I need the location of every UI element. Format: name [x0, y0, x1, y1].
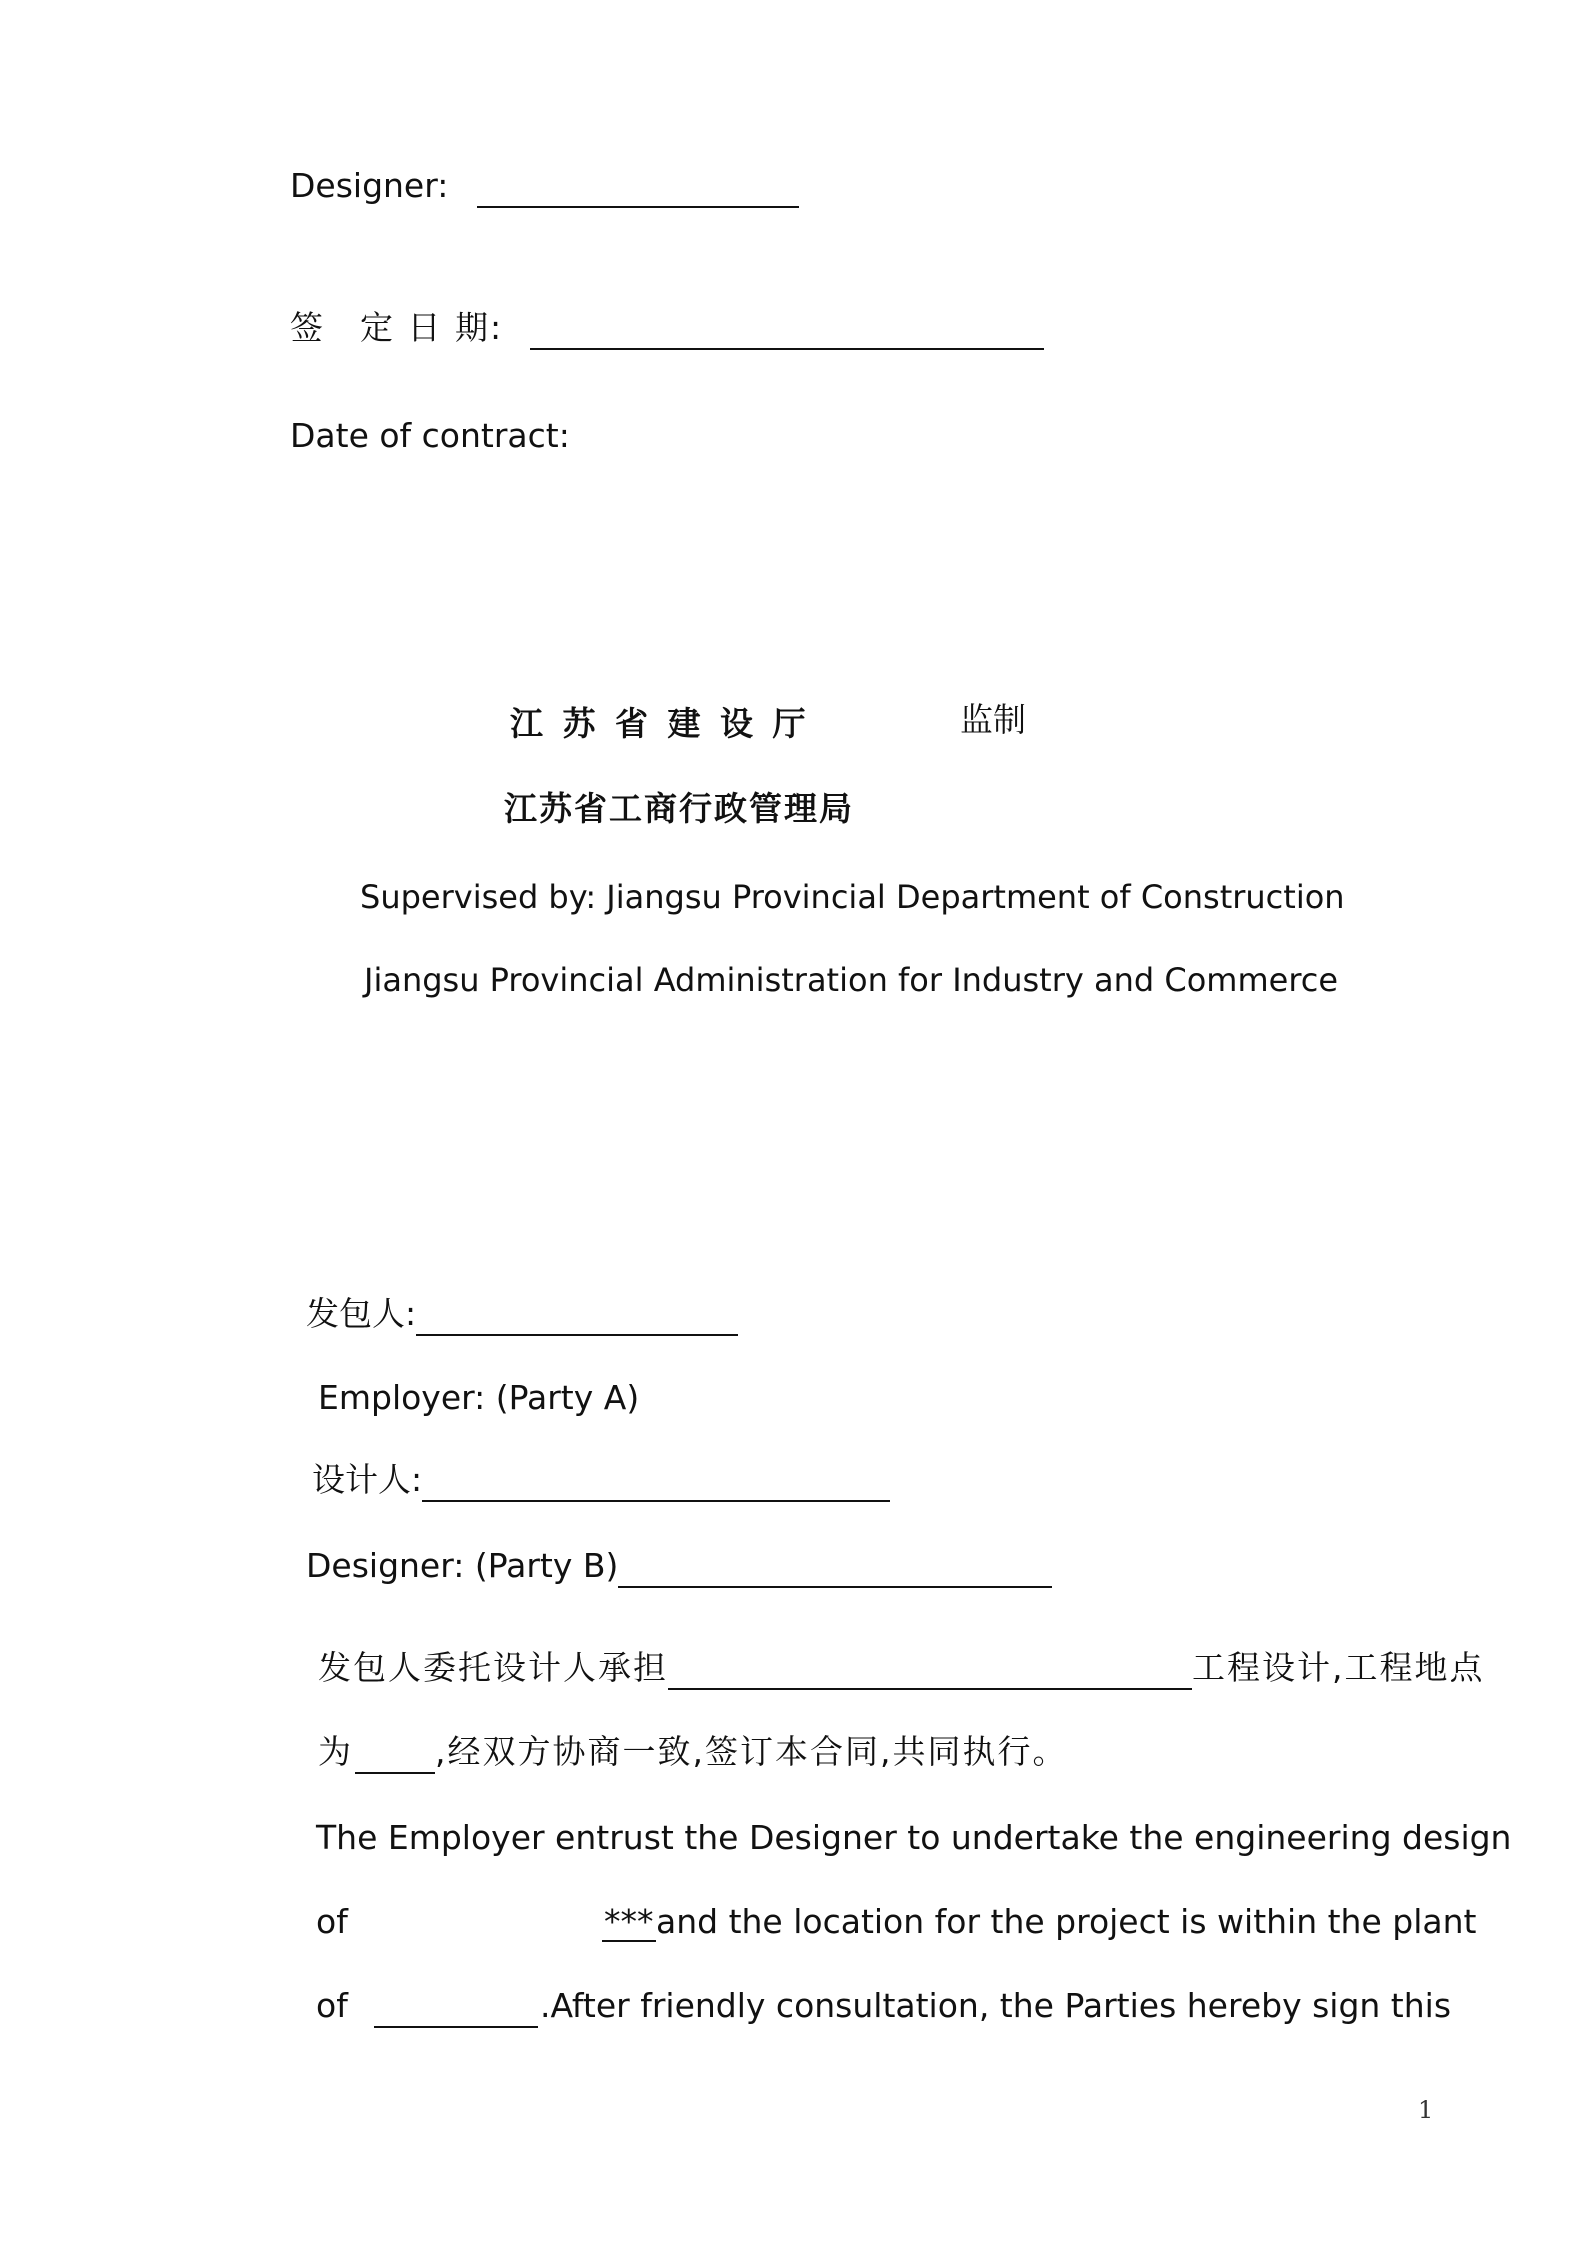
body-cn-line-1: [318, 1646, 1485, 1690]
body-cn-line-2-suffix: ,经双方协商一致,签订本合同,共同执行。: [435, 1732, 1068, 1771]
body-cn-line-2-prefix: 为: [318, 1732, 353, 1771]
designer-cn-label: 设计人:: [312, 1460, 423, 1499]
supervised-by-en: Supervised by: Jiangsu Provincial Department of Construction: [360, 878, 1345, 916]
employer-cn-field: [306, 1292, 738, 1336]
date-of-contract-label: Date of contract:: [290, 416, 570, 455]
plant-blank-wrap: [374, 1984, 538, 2028]
designer-field: [290, 164, 799, 208]
employer-cn-blank[interactable]: [416, 1300, 738, 1336]
designer-cn-field: [312, 1458, 890, 1502]
designer-blank[interactable]: [477, 172, 799, 208]
administration-en: Jiangsu Provincial Administration for Industry and Commerce: [364, 961, 1339, 999]
body-cn-line-2: [318, 1730, 1067, 1774]
designer-label: Designer:: [290, 166, 449, 205]
project-name-blank[interactable]: [668, 1654, 1192, 1690]
plant-blank[interactable]: [374, 1986, 538, 2028]
department-cn: 江 苏 省 建 设 厅: [510, 704, 810, 743]
designer-en-label: Designer: (Party B): [306, 1546, 619, 1585]
body-en-line-2-of: of: [316, 1902, 348, 1941]
project-fill: [602, 1900, 656, 1944]
body-en-line-3-of: of: [316, 1986, 348, 2025]
supervised-cn: 监制: [960, 700, 1026, 739]
page-number: 1: [1418, 2096, 1434, 2124]
designer-en-blank[interactable]: [618, 1552, 1052, 1588]
designer-en-field: [306, 1544, 1052, 1588]
body-en-line-1: The Employer entrust the Designer to undertake the engineering design: [316, 1818, 1512, 1857]
body-en-line-2: [316, 1900, 348, 1944]
body-cn-line-1-prefix: 发包人委托设计人承担: [318, 1648, 668, 1687]
sign-date-label: 签 定 日 期:: [290, 308, 504, 347]
body-cn-line-1-suffix: 工程设计,工程地点: [1192, 1648, 1485, 1687]
employer-en-label: Employer: (Party A): [318, 1378, 640, 1417]
administration-cn: 江苏省工商行政管理局: [504, 789, 854, 828]
body-en-line-3-rest: .After friendly consultation, the Parties hereby sign this: [540, 1986, 1452, 2025]
designer-cn-blank[interactable]: [422, 1466, 890, 1502]
sign-date-blank[interactable]: [530, 314, 1044, 350]
employer-cn-label: 发包人:: [306, 1294, 417, 1333]
project-fill-value[interactable]: ***: [604, 1902, 654, 1941]
body-en-line-2-rest: and the location for the project is within the plant: [656, 1902, 1477, 1941]
date-of-contract-field: [290, 414, 570, 458]
location-cn-blank[interactable]: [355, 1738, 435, 1774]
sign-date-field: [290, 306, 1044, 350]
